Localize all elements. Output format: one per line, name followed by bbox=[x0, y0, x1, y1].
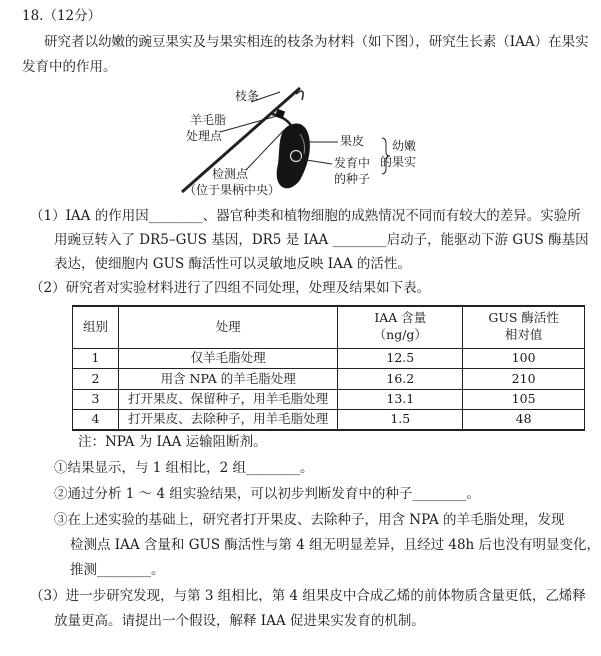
label-lanolin-2: 处理点 bbox=[186, 129, 223, 143]
part2-q1: ①结果显示，与 1 组相比，2 组________。 bbox=[54, 460, 314, 476]
cell-treatment: 仅羊毛脂处理 bbox=[118, 348, 338, 369]
table-row bbox=[73, 410, 585, 431]
cell-iaa: 12.5 bbox=[338, 348, 463, 369]
label-detect-2: （位于果柄中央） bbox=[184, 183, 281, 197]
question-number: 18.（12分） bbox=[22, 8, 102, 24]
label-fruit-2: 的果实 bbox=[380, 155, 417, 169]
cell-gus: 100 bbox=[463, 348, 585, 369]
pea-fruit-figure bbox=[160, 84, 417, 197]
part2-q3-line1: ③在上述实验的基础上，研究者打开果皮、去除种子，用含 NPA 的羊毛脂处理，发现 bbox=[54, 512, 565, 528]
header-gus-line1: GUS 酶活性 bbox=[488, 310, 559, 326]
part1-line-3: 表达，使细胞内 GUS 酶活性可以灵敏地反映 IAA 的活性。 bbox=[54, 256, 411, 272]
part2-q3-line2: 检测点 IAA 含量和 GUS 酶活性与第 4 组无明显差异，且经过 48h 后也没有明显变化， bbox=[70, 537, 601, 553]
table-note: 注：NPA 为 IAA 运输阻断剂。 bbox=[78, 434, 267, 450]
cell-treatment: 打开果皮、保留种子，用羊毛脂处理 bbox=[118, 389, 338, 410]
header-iaa-line1: IAA 含量 bbox=[374, 310, 427, 326]
branch-tip bbox=[296, 91, 303, 100]
part2-q3-line3: 推测________。 bbox=[70, 562, 165, 578]
cell-group: 2 bbox=[73, 369, 119, 390]
cell-gus: 105 bbox=[463, 389, 585, 410]
header-group: 组别 bbox=[73, 306, 119, 348]
header-iaa bbox=[338, 306, 463, 348]
cell-group: 3 bbox=[73, 389, 119, 410]
results-table bbox=[72, 305, 585, 431]
header-iaa-line2: （ng/g） bbox=[373, 327, 427, 343]
cell-group: 4 bbox=[73, 410, 119, 431]
cell-gus: 210 bbox=[463, 369, 585, 390]
label-lanolin-1: 羊毛脂 bbox=[190, 113, 227, 127]
lanolin-pointer bbox=[220, 116, 277, 132]
label-seed-1: 发育中 bbox=[334, 156, 371, 170]
part1-line-1: （1）IAA 的作用因________、器官种类和植物细胞的成熟情况不同而有较大的差异。实验所 bbox=[30, 208, 581, 224]
label-pericarp: 果皮 bbox=[340, 134, 365, 148]
cell-iaa: 1.5 bbox=[338, 410, 463, 431]
table-row bbox=[73, 369, 585, 390]
label-seed-2: 的种子 bbox=[334, 172, 371, 186]
label-detect-1: 检测点 bbox=[212, 167, 249, 181]
cell-gus: 48 bbox=[463, 410, 585, 431]
part3-line-2: 放量更高。请提出一个假设，解释 IAA 促进果实发育的机制。 bbox=[54, 613, 425, 629]
cell-iaa: 16.2 bbox=[338, 369, 463, 390]
intro-line-2: 发育中的作用。 bbox=[22, 59, 117, 75]
intro-line-1: 研究者以幼嫩的豌豆果实及与果实相连的枝条为材料（如下图），研究生长素（IAA）在果实 bbox=[44, 34, 589, 50]
cell-iaa: 13.1 bbox=[338, 389, 463, 410]
label-branch: 枝条 bbox=[235, 89, 260, 103]
label-fruit-1: 幼嫩 bbox=[392, 139, 417, 153]
header-gus bbox=[463, 306, 585, 348]
header-gus-line2: 相对值 bbox=[504, 327, 543, 343]
table-row bbox=[73, 389, 585, 410]
cell-group: 1 bbox=[73, 348, 119, 369]
cell-treatment: 打开果皮、去除种子，用羊毛脂处理 bbox=[118, 410, 338, 431]
part2-intro: （2）研究者对实验材料进行了四组不同处理，处理及结果如下表。 bbox=[30, 280, 431, 296]
part2-q2: ②通过分析 1 ～ 4 组实验结果，可以初步判断发育中的种子________。 bbox=[54, 486, 480, 502]
header-treatment: 处理 bbox=[118, 306, 338, 348]
cell-treatment: 用含 NPA 的羊毛脂处理 bbox=[118, 369, 338, 390]
pea-fruit bbox=[277, 124, 310, 189]
part1-line-2: 用豌豆转入了 DR5–GUS 基因，DR5 是 IAA ________启动子，能驱动下游 GUS 酶基因 bbox=[54, 232, 589, 248]
part3-line-1: （3）进一步研究发现，与第 3 组相比，第 4 组果皮中合成乙烯的前体物质含量更低，乙烯释 bbox=[30, 588, 586, 604]
table-row bbox=[73, 348, 585, 369]
table-header-row bbox=[73, 306, 585, 348]
